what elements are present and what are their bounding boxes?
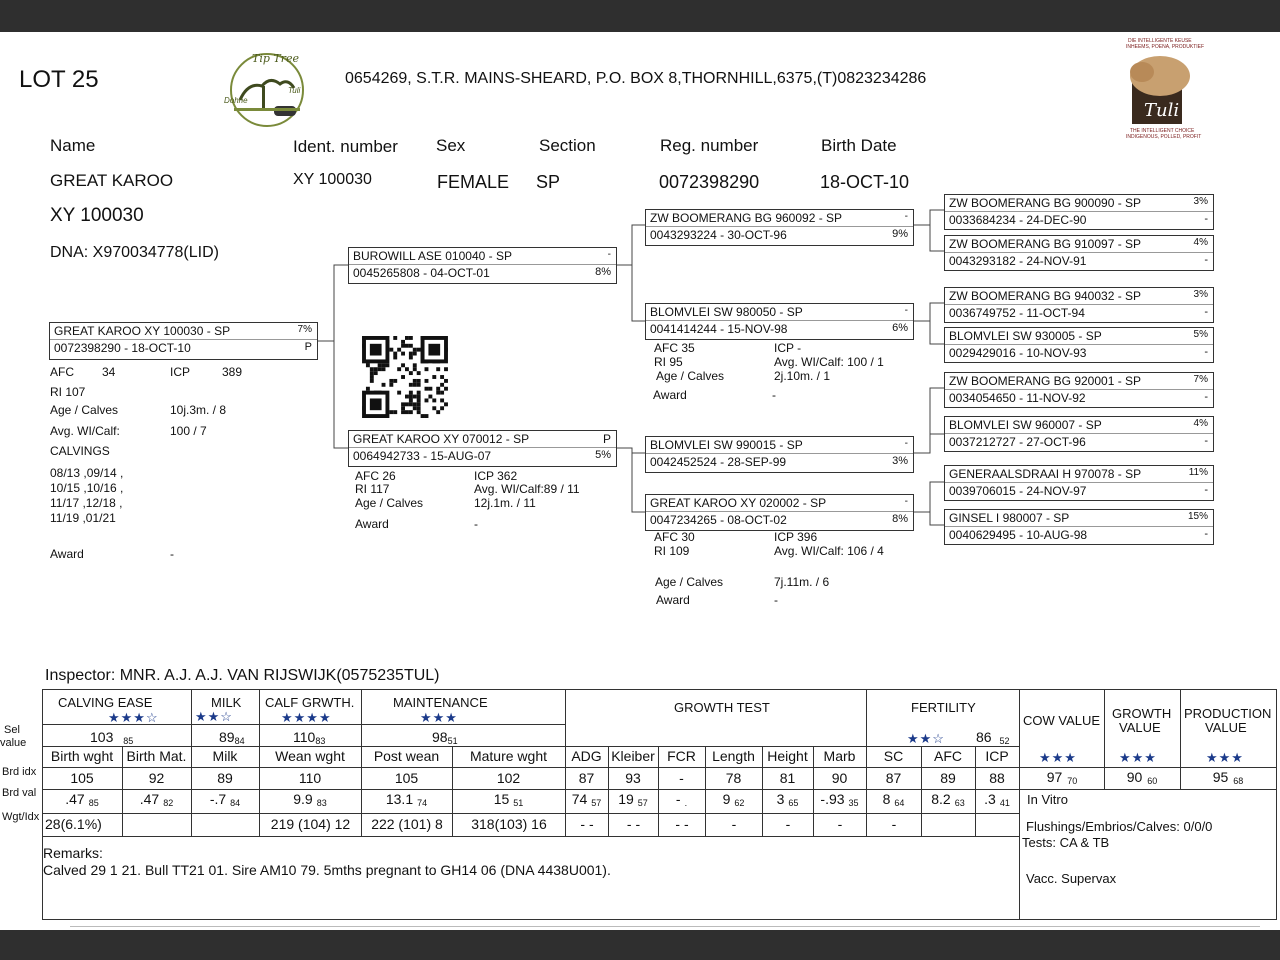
gp-reg-date: 0047234265 - 08-OCT-02 bbox=[650, 513, 787, 527]
self-calvings-1: 08/13 ,09/14 , bbox=[50, 466, 124, 480]
ggp-name: GINSEL I 980007 - SP bbox=[949, 511, 1070, 525]
ggp-inbreeding: 3% bbox=[1193, 289, 1208, 300]
sel-milk bbox=[219, 729, 245, 746]
dam-ri: RI 117 bbox=[355, 482, 390, 496]
weight-index-cell: - bbox=[731, 816, 737, 832]
breeding-value: .3 bbox=[984, 791, 996, 807]
brd-idx-cell: 78 bbox=[725, 770, 742, 786]
brd-val-cell bbox=[259, 791, 361, 808]
breeder-address: 0654269, S.T.R. MAINS-SHEARD, P.O. BOX 8,THORNHILL,6375,(T)0823234286 bbox=[345, 70, 927, 87]
gp-inbreeding: 8% bbox=[892, 513, 908, 525]
self-award-label: Award bbox=[50, 547, 84, 561]
ggp-flag: - bbox=[1204, 306, 1208, 318]
group-calving-ease: CALVING EASE bbox=[58, 695, 153, 710]
cow-value-stars-icon: ★★★ bbox=[1039, 750, 1077, 765]
brd-idx-cell: 92 bbox=[148, 770, 165, 786]
brd-val-cell bbox=[705, 791, 762, 808]
label-name: Name bbox=[50, 136, 96, 155]
sel-calf-growth bbox=[293, 729, 325, 746]
group-cow-value: COW VALUE bbox=[1023, 713, 1101, 728]
logo-text-tuli: Tuli bbox=[288, 86, 301, 95]
column-header: ICP bbox=[985, 748, 1009, 764]
breeding-value-accuracy: 62 bbox=[734, 798, 745, 808]
self-calvings-3: 11/17 ,12/18 , bbox=[50, 496, 123, 510]
ggp-name: ZW BOOMERANG BG 920001 - SP bbox=[949, 374, 1142, 388]
column-header: ADG bbox=[571, 748, 602, 764]
animal-ident: XY 100030 bbox=[293, 171, 372, 188]
sire-name: BUROWILL ASE 010040 - SP bbox=[353, 249, 512, 263]
breeding-value: 13.1 bbox=[385, 791, 414, 807]
ggp-flag: - bbox=[1204, 528, 1208, 540]
gp-afc: AFC 35 bbox=[654, 341, 695, 355]
value-index-accuracy: 68 bbox=[1233, 776, 1244, 786]
column-header: Mature wght bbox=[469, 748, 548, 764]
self-calvings-label: CALVINGS bbox=[50, 444, 110, 458]
brd-idx-cell: 110 bbox=[298, 770, 322, 786]
brd-val-cell bbox=[122, 791, 191, 808]
sel-calving-value: 103 bbox=[90, 729, 114, 745]
dam-polled: P bbox=[602, 432, 611, 446]
animal-birth: 18-OCT-10 bbox=[820, 172, 910, 192]
self-wi-label: Avg. WI/Calf: bbox=[50, 424, 120, 438]
breeding-value: 15 bbox=[493, 791, 510, 807]
brd-idx-cell: 89 bbox=[217, 770, 233, 786]
sel-milk-acc: 84 bbox=[234, 736, 245, 746]
value-index-accuracy: 60 bbox=[1147, 776, 1158, 786]
brd-val-cell bbox=[813, 791, 866, 808]
vaccination: Vacc. Supervax bbox=[1026, 871, 1117, 886]
ggp-inbreeding: 15% bbox=[1187, 511, 1208, 522]
dam-icp: ICP 362 bbox=[474, 469, 518, 483]
group-milk: MILK bbox=[211, 695, 242, 710]
gp-name: BLOMVLEI SW 980050 - SP bbox=[650, 305, 803, 319]
breeding-value-accuracy: 84 bbox=[230, 798, 241, 808]
sire-reg-date: 0045265808 - 04-OCT-01 bbox=[353, 266, 490, 280]
gp-afc: AFC 30 bbox=[654, 530, 695, 544]
self-name: GREAT KAROO XY 100030 - SP bbox=[54, 324, 231, 338]
row-label-wgt-idx: Wgt/Idx bbox=[2, 811, 40, 823]
label-section: Section bbox=[539, 136, 596, 155]
gp-wi: Avg. WI/Calf: 100 / 1 bbox=[774, 355, 884, 369]
dam-reg-date: 0064942733 - 15-AUG-07 bbox=[353, 449, 492, 463]
in-vitro: In Vitro bbox=[1027, 792, 1068, 807]
brd-idx-cell: - bbox=[679, 770, 684, 786]
gp-inbreeding: 3% bbox=[892, 455, 908, 467]
ggp-reg-date: 0029429016 - 10-NOV-93 bbox=[949, 346, 1087, 360]
self-award: - bbox=[170, 547, 174, 561]
value-index: 97 bbox=[1046, 769, 1063, 785]
group-growth-test: GROWTH TEST bbox=[674, 700, 770, 715]
weight-index-cell: - - bbox=[626, 816, 641, 832]
ggp-inbreeding: 11% bbox=[1188, 467, 1208, 478]
row-label-sel: Sel bbox=[4, 724, 20, 736]
weight-index-cell: 318(103) 16 bbox=[471, 816, 547, 832]
breeding-value: .47 bbox=[65, 791, 85, 807]
sel-maint-acc: 51 bbox=[447, 736, 458, 746]
brd-val-cell bbox=[762, 791, 813, 808]
sel-calving-acc: 85 bbox=[123, 736, 134, 746]
self-wi: 100 / 7 bbox=[170, 424, 207, 438]
animal-ident-large: XY 100030 bbox=[50, 205, 144, 226]
breeding-value-accuracy: 41 bbox=[999, 798, 1010, 808]
production-value-stars-icon: ★★★ bbox=[1206, 750, 1244, 765]
gp-flag: - bbox=[904, 496, 908, 507]
dam-wi: Avg. WI/Calf:89 / 11 bbox=[474, 482, 580, 496]
ggp-inbreeding: 7% bbox=[1193, 374, 1208, 385]
ggp-flag: - bbox=[1204, 391, 1208, 403]
dam-inbreeding: 5% bbox=[595, 449, 611, 461]
breeding-value-accuracy: 57 bbox=[637, 798, 648, 808]
gp-reg-date: 0042452524 - 28-SEP-99 bbox=[650, 455, 787, 469]
inspector: Inspector: MNR. A.J. A.J. VAN RIJSWIJK(0575235TUL) bbox=[45, 667, 440, 684]
brd-idx-cell: 81 bbox=[779, 770, 796, 786]
dam-award-label: Award bbox=[355, 517, 389, 531]
ggp-inbreeding: 4% bbox=[1193, 237, 1208, 248]
self-afc: 34 bbox=[102, 365, 116, 379]
tests: Tests: CA & TB bbox=[1022, 835, 1110, 850]
weight-index-cell: - bbox=[785, 816, 791, 832]
gp-ri: RI 95 bbox=[654, 355, 683, 369]
ggp-flag: - bbox=[1204, 435, 1208, 447]
gp-name: GREAT KAROO XY 020002 - SP bbox=[650, 496, 827, 510]
column-header: Birth Mat. bbox=[126, 748, 187, 764]
brd-val-cell bbox=[866, 791, 921, 808]
ggp-name: ZW BOOMERANG BG 910097 - SP bbox=[949, 237, 1142, 251]
animal-sex: FEMALE bbox=[437, 172, 510, 192]
ggp-flag: - bbox=[1204, 213, 1208, 225]
value-index: 90 bbox=[1126, 769, 1143, 785]
remarks-label: Remarks: bbox=[43, 845, 103, 861]
group-fertility: FERTILITY bbox=[911, 700, 976, 715]
gp-award: - bbox=[772, 388, 776, 402]
brd-val-cell bbox=[975, 791, 1019, 808]
ggp-flag: - bbox=[1204, 254, 1208, 266]
ggp-inbreeding: 5% bbox=[1193, 329, 1208, 340]
brd-val-cell bbox=[565, 791, 608, 808]
self-inbreeding: 7% bbox=[297, 324, 312, 335]
animal-reg: 0072398290 bbox=[659, 172, 760, 192]
self-calvings-2: 10/15 ,10/16 , bbox=[50, 481, 124, 495]
breeding-value: -.7 bbox=[209, 791, 227, 807]
group-production-value-1: PRODUCTION bbox=[1184, 706, 1272, 721]
weight-index-cell: 28(6.1%) bbox=[45, 816, 102, 832]
ggp-reg-date: 0033684234 - 24-DEC-90 bbox=[949, 213, 1087, 227]
breeding-value-accuracy: 82 bbox=[163, 798, 174, 808]
sel-maint-value: 98 bbox=[432, 729, 448, 745]
gp-reg-date: 0043293224 - 30-OCT-96 bbox=[650, 228, 787, 242]
breeding-value-accuracy: 83 bbox=[316, 798, 327, 808]
group-growth-value-1: GROWTH bbox=[1112, 706, 1172, 721]
breeding-value-accuracy: 51 bbox=[513, 798, 524, 808]
gp-award-label: Award bbox=[656, 593, 690, 607]
sel-fert-acc: 52 bbox=[999, 736, 1010, 746]
group-growth-value-2: VALUE bbox=[1119, 720, 1161, 735]
weight-index-cell: 222 (101) 8 bbox=[371, 816, 443, 832]
sel-maintenance bbox=[432, 729, 458, 746]
sel-fert-value: 86 bbox=[976, 729, 992, 745]
brd-idx-cell: 105 bbox=[70, 770, 94, 786]
dam-age: 12j.1m. / 11 bbox=[474, 496, 536, 510]
breeding-value: .47 bbox=[139, 791, 160, 807]
dam-age-label: Age / Calves bbox=[355, 496, 424, 510]
lot-number: LOT 25 bbox=[19, 66, 99, 93]
breeding-value: 8 bbox=[882, 791, 891, 807]
ggp-reg-date: 0040629495 - 10-AUG-98 bbox=[949, 528, 1088, 542]
dam-award: - bbox=[474, 517, 478, 531]
sel-milk-value: 89 bbox=[219, 729, 235, 745]
logo-text-dohne: Dohne bbox=[224, 96, 248, 105]
growth-value-stars-icon: ★★★ bbox=[1119, 750, 1157, 765]
gp-award-label: Award bbox=[653, 388, 687, 402]
brd-idx-cell: 90 bbox=[831, 770, 848, 786]
breeding-value: 19 bbox=[618, 791, 634, 807]
breeding-value-accuracy: 85 bbox=[88, 798, 99, 808]
gp-ri: RI 109 bbox=[654, 544, 690, 558]
gp-inbreeding: 9% bbox=[892, 228, 908, 240]
ggp-reg-date: 0043293182 - 24-NOV-91 bbox=[949, 254, 1087, 268]
breeding-value-accuracy: 57 bbox=[591, 798, 602, 808]
group-calf-growth: CALF GRWTH. bbox=[265, 695, 355, 710]
column-header: Length bbox=[712, 748, 755, 764]
logo-tagline-af-2: INHEEMS, POENA, PRODUKTIEF bbox=[1126, 44, 1205, 50]
ggp-name: ZW BOOMERANG BG 940032 - SP bbox=[949, 289, 1142, 303]
value-index-cell bbox=[1104, 769, 1180, 786]
calving-stars-icon: ★★★☆ bbox=[108, 710, 159, 725]
column-header: Post wean bbox=[373, 748, 440, 764]
breeding-value-accuracy: 65 bbox=[788, 798, 799, 808]
value-index-cell bbox=[1020, 769, 1104, 786]
brd-idx-cell: 93 bbox=[625, 770, 641, 786]
breeding-value-accuracy: . bbox=[684, 798, 688, 808]
label-reg: Reg. number bbox=[660, 136, 759, 155]
dam-name: GREAT KAROO XY 070012 - SP bbox=[353, 432, 530, 446]
self-age-label: Age / Calves bbox=[50, 403, 119, 417]
gp-flag: - bbox=[904, 305, 908, 316]
gp-age: 7j.11m. / 6 bbox=[774, 575, 830, 589]
sel-calving bbox=[90, 729, 133, 746]
breeding-value: 9 bbox=[722, 791, 731, 807]
self-afc-label: AFC bbox=[50, 365, 74, 379]
self-icp: 389 bbox=[222, 365, 243, 379]
maintenance-stars-icon: ★★★ bbox=[420, 710, 458, 725]
self-polled: P bbox=[304, 341, 312, 353]
brd-idx-cell: 102 bbox=[496, 770, 521, 786]
breeding-value-accuracy: 35 bbox=[848, 798, 859, 808]
brd-val-cell bbox=[452, 791, 565, 808]
fertility-stars-icon: ★★☆ bbox=[907, 731, 945, 746]
brd-idx-cell: 89 bbox=[940, 770, 956, 786]
column-header: Kleiber bbox=[611, 748, 655, 764]
gp-name: ZW BOOMERANG BG 960092 - SP bbox=[650, 211, 843, 225]
weight-index-cell: - - bbox=[675, 816, 689, 832]
brd-val-cell bbox=[191, 791, 259, 808]
brd-val-cell bbox=[921, 791, 975, 808]
flushings: Flushings/Embrios/Calves: 0/0/0 bbox=[1026, 819, 1213, 834]
gp-name: BLOMVLEI SW 990015 - SP bbox=[650, 438, 803, 452]
brd-val-cell bbox=[608, 791, 658, 808]
column-header: Milk bbox=[212, 748, 238, 764]
group-maintenance: MAINTENANCE bbox=[393, 695, 488, 710]
remarks-text: Calved 29 1 21. Bull TT21 01. Sire AM10 79. 5mths pregnant to GH14 06 (DNA 4438U001). bbox=[43, 862, 611, 878]
ggp-inbreeding: 4% bbox=[1193, 418, 1208, 429]
label-sex: Sex bbox=[436, 136, 466, 155]
column-header: Height bbox=[767, 748, 808, 764]
gp-reg-date: 0041414244 - 15-NOV-98 bbox=[650, 322, 788, 336]
weight-index-cell: - - bbox=[580, 816, 594, 832]
value-index-cell bbox=[1180, 769, 1276, 786]
breeding-value: 9.9 bbox=[293, 791, 313, 807]
gp-age-label: Age / Calves bbox=[656, 369, 725, 383]
self-reg-date: 0072398290 - 18-OCT-10 bbox=[54, 341, 191, 355]
brd-idx-cell: 105 bbox=[394, 770, 419, 786]
self-ri: RI 107 bbox=[50, 385, 86, 399]
animal-dna: DNA: X970034778(LID) bbox=[50, 244, 219, 261]
dam-afc: AFC 26 bbox=[355, 469, 396, 483]
breeding-value: 8.2 bbox=[931, 791, 951, 807]
ggp-name: GENERAALSDRAAI H 970078 - SP bbox=[949, 467, 1142, 481]
row-label-brd-val: Brd val bbox=[2, 787, 37, 799]
breeding-value-accuracy: 74 bbox=[417, 798, 428, 808]
logo-tagline-en-1: THE INTELLIGENT CHOICE bbox=[1130, 128, 1195, 134]
animal-section: SP bbox=[536, 172, 561, 192]
logo-tagline-af-1: DIE INTELLIGENTE KEUSE bbox=[1128, 38, 1192, 44]
gp-inbreeding: 6% bbox=[892, 322, 908, 334]
gp-icp: ICP 396 bbox=[774, 530, 818, 544]
gp-age: 2j.10m. / 1 bbox=[774, 369, 831, 383]
label-birth: Birth Date bbox=[821, 136, 897, 155]
value-index: 95 bbox=[1212, 769, 1229, 785]
ggp-reg-date: 0036749752 - 11-OCT-94 bbox=[949, 306, 1085, 320]
column-header: Wean wght bbox=[275, 748, 345, 764]
brd-idx-cell: 88 bbox=[989, 770, 1005, 786]
brd-val-cell bbox=[658, 791, 705, 808]
weight-index-cell: - bbox=[891, 816, 897, 832]
ggp-reg-date: 0037212727 - 27-OCT-96 bbox=[949, 435, 1086, 449]
value-index-accuracy: 70 bbox=[1067, 776, 1078, 786]
breeding-value: -.93 bbox=[820, 791, 845, 807]
ggp-flag: - bbox=[1204, 484, 1208, 496]
breeding-value: - bbox=[675, 791, 681, 807]
group-production-value-2: VALUE bbox=[1205, 720, 1247, 735]
logo-text-tuli-large: Tuli bbox=[1144, 100, 1180, 121]
self-age: 10j.3m. / 8 bbox=[170, 403, 227, 417]
sire-inbreeding: 8% bbox=[595, 266, 611, 278]
sel-fertility bbox=[976, 729, 1009, 746]
logo-tagline-en-2: INDIGENOUS, POLLED, PROFIT bbox=[1126, 134, 1202, 140]
breeding-value-accuracy: 63 bbox=[954, 798, 965, 808]
column-header: SC bbox=[883, 748, 904, 764]
row-label-value: value bbox=[0, 737, 27, 749]
self-icp-label: ICP bbox=[170, 365, 191, 379]
column-header: Birth wght bbox=[50, 748, 114, 764]
logo-text-tip-tree: Tip Tree bbox=[252, 52, 300, 65]
sel-calfg-value: 110 bbox=[293, 729, 316, 745]
brd-val-cell bbox=[361, 791, 452, 808]
weight-index-cell: 219 (104) 12 bbox=[270, 816, 351, 832]
ggp-reg-date: 0034054650 - 11-NOV-92 bbox=[949, 391, 1086, 405]
ggp-flag: - bbox=[1204, 346, 1208, 358]
calf-growth-stars-icon: ★★★★ bbox=[281, 710, 332, 725]
ggp-reg-date: 0039706015 - 24-NOV-97 bbox=[949, 484, 1087, 498]
brd-idx-cell: 87 bbox=[578, 770, 595, 786]
gp-wi: Avg. WI/Calf: 106 / 4 bbox=[774, 544, 884, 558]
sel-calfg-acc: 83 bbox=[315, 736, 326, 746]
animal-name: GREAT KAROO bbox=[50, 171, 174, 190]
ggp-name: ZW BOOMERANG BG 900090 - SP bbox=[949, 196, 1142, 210]
label-ident: Ident. number bbox=[293, 137, 398, 156]
weight-index-cell: - bbox=[837, 816, 843, 832]
breeding-value: 74 bbox=[571, 791, 588, 807]
column-header: FCR bbox=[667, 748, 696, 764]
brd-val-cell bbox=[42, 791, 122, 808]
sire-flag: - bbox=[607, 249, 611, 260]
ggp-inbreeding: 3% bbox=[1193, 196, 1208, 207]
breeding-value: 3 bbox=[776, 791, 785, 807]
gp-age-label: Age / Calves bbox=[655, 575, 724, 589]
gp-flag: - bbox=[904, 438, 908, 449]
gp-award: - bbox=[774, 593, 778, 607]
brd-idx-cell: 87 bbox=[885, 770, 902, 786]
column-header: Marb bbox=[823, 748, 856, 764]
breeding-value-accuracy: 64 bbox=[894, 798, 905, 808]
ggp-name: BLOMVLEI SW 960007 - SP bbox=[949, 418, 1102, 432]
column-header: AFC bbox=[934, 748, 962, 764]
row-label-brd-idx: Brd idx bbox=[2, 766, 37, 778]
milk-stars-icon: ★★☆ bbox=[195, 709, 233, 724]
self-calvings-4: 11/19 ,01/21 bbox=[50, 511, 116, 525]
ggp-name: BLOMVLEI SW 930005 - SP bbox=[949, 329, 1102, 343]
gp-flag: - bbox=[904, 211, 908, 222]
gp-icp: ICP - bbox=[774, 341, 802, 355]
